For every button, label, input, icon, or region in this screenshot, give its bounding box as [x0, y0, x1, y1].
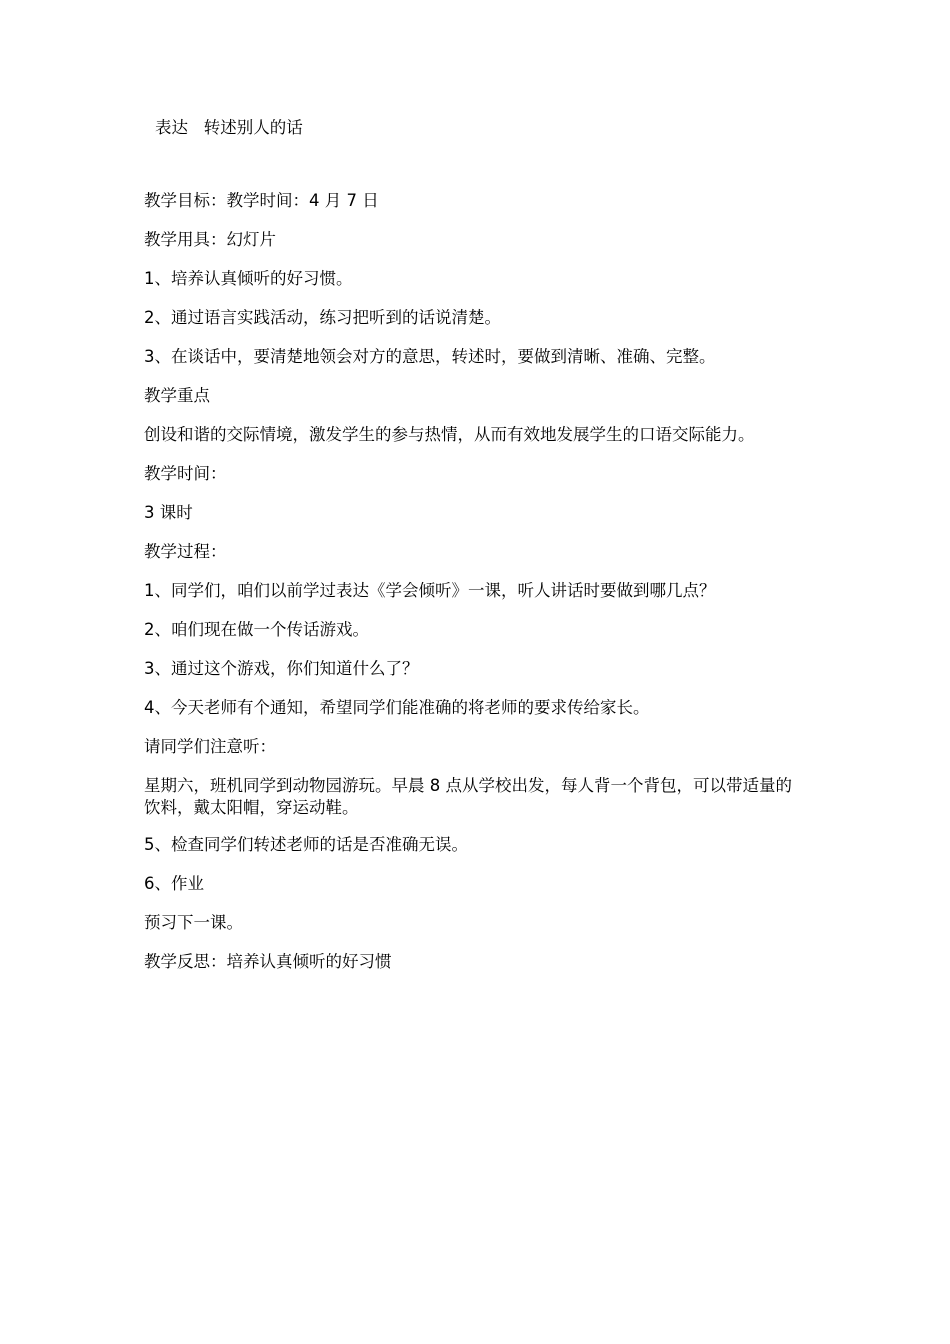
process-step-4: 4、今天老师有个通知，希望同学们能准确的将老师的要求传给家长。 — [144, 698, 650, 717]
listen-prompt: 请同学们注意听： — [144, 737, 276, 756]
goal-item-1: 1、培养认真倾听的好习惯。 — [144, 269, 353, 288]
goal-item-3: 3、在谈话中，要清楚地领会对方的意思，转述时，要做到清晰、准确、完整。 — [144, 347, 716, 366]
teaching-goal-line: 教学目标：教学时间：4 月 7 日 — [144, 191, 379, 210]
teaching-time-value: 3 课时 — [144, 503, 193, 522]
document-body — [144, 190, 804, 990]
process-step-3: 3、通过这个游戏，你们知道什么了？ — [144, 659, 419, 678]
goal-item-2: 2、通过语言实践活动，练习把听到的话说清楚。 — [144, 308, 501, 327]
teaching-process-heading: 教学过程： — [144, 542, 227, 561]
process-step-5: 5、检查同学们转述老师的话是否准确无误。 — [144, 835, 468, 854]
homework-text: 预习下一课。 — [144, 913, 243, 932]
notice-text: 星期六，班机同学到动物园游玩。早晨 8 点从学校出发，每人背一个背包，可以带适量的饮料，戴太阳帽，穿运动鞋。 — [144, 776, 792, 817]
key-point-text: 创设和谐的交际情境，激发学生的参与热情，从而有效地发展学生的口语交际能力。 — [144, 425, 755, 444]
process-step-1: 1、同学们，咱们以前学过表达《学会倾听》一课，听人讲话时要做到哪几点？ — [144, 581, 716, 600]
document-title: 表达 转述别人的话 — [155, 118, 303, 137]
process-step-2: 2、咱们现在做一个传话游戏。 — [144, 620, 369, 639]
process-step-6: 6、作业 — [144, 874, 204, 893]
key-point-heading: 教学重点 — [144, 386, 210, 405]
reflection-line: 教学反思：培养认真倾听的好习惯 — [144, 952, 392, 971]
teaching-tools-line: 教学用具：幻灯片 — [144, 230, 276, 249]
teaching-time-heading: 教学时间： — [144, 464, 227, 483]
